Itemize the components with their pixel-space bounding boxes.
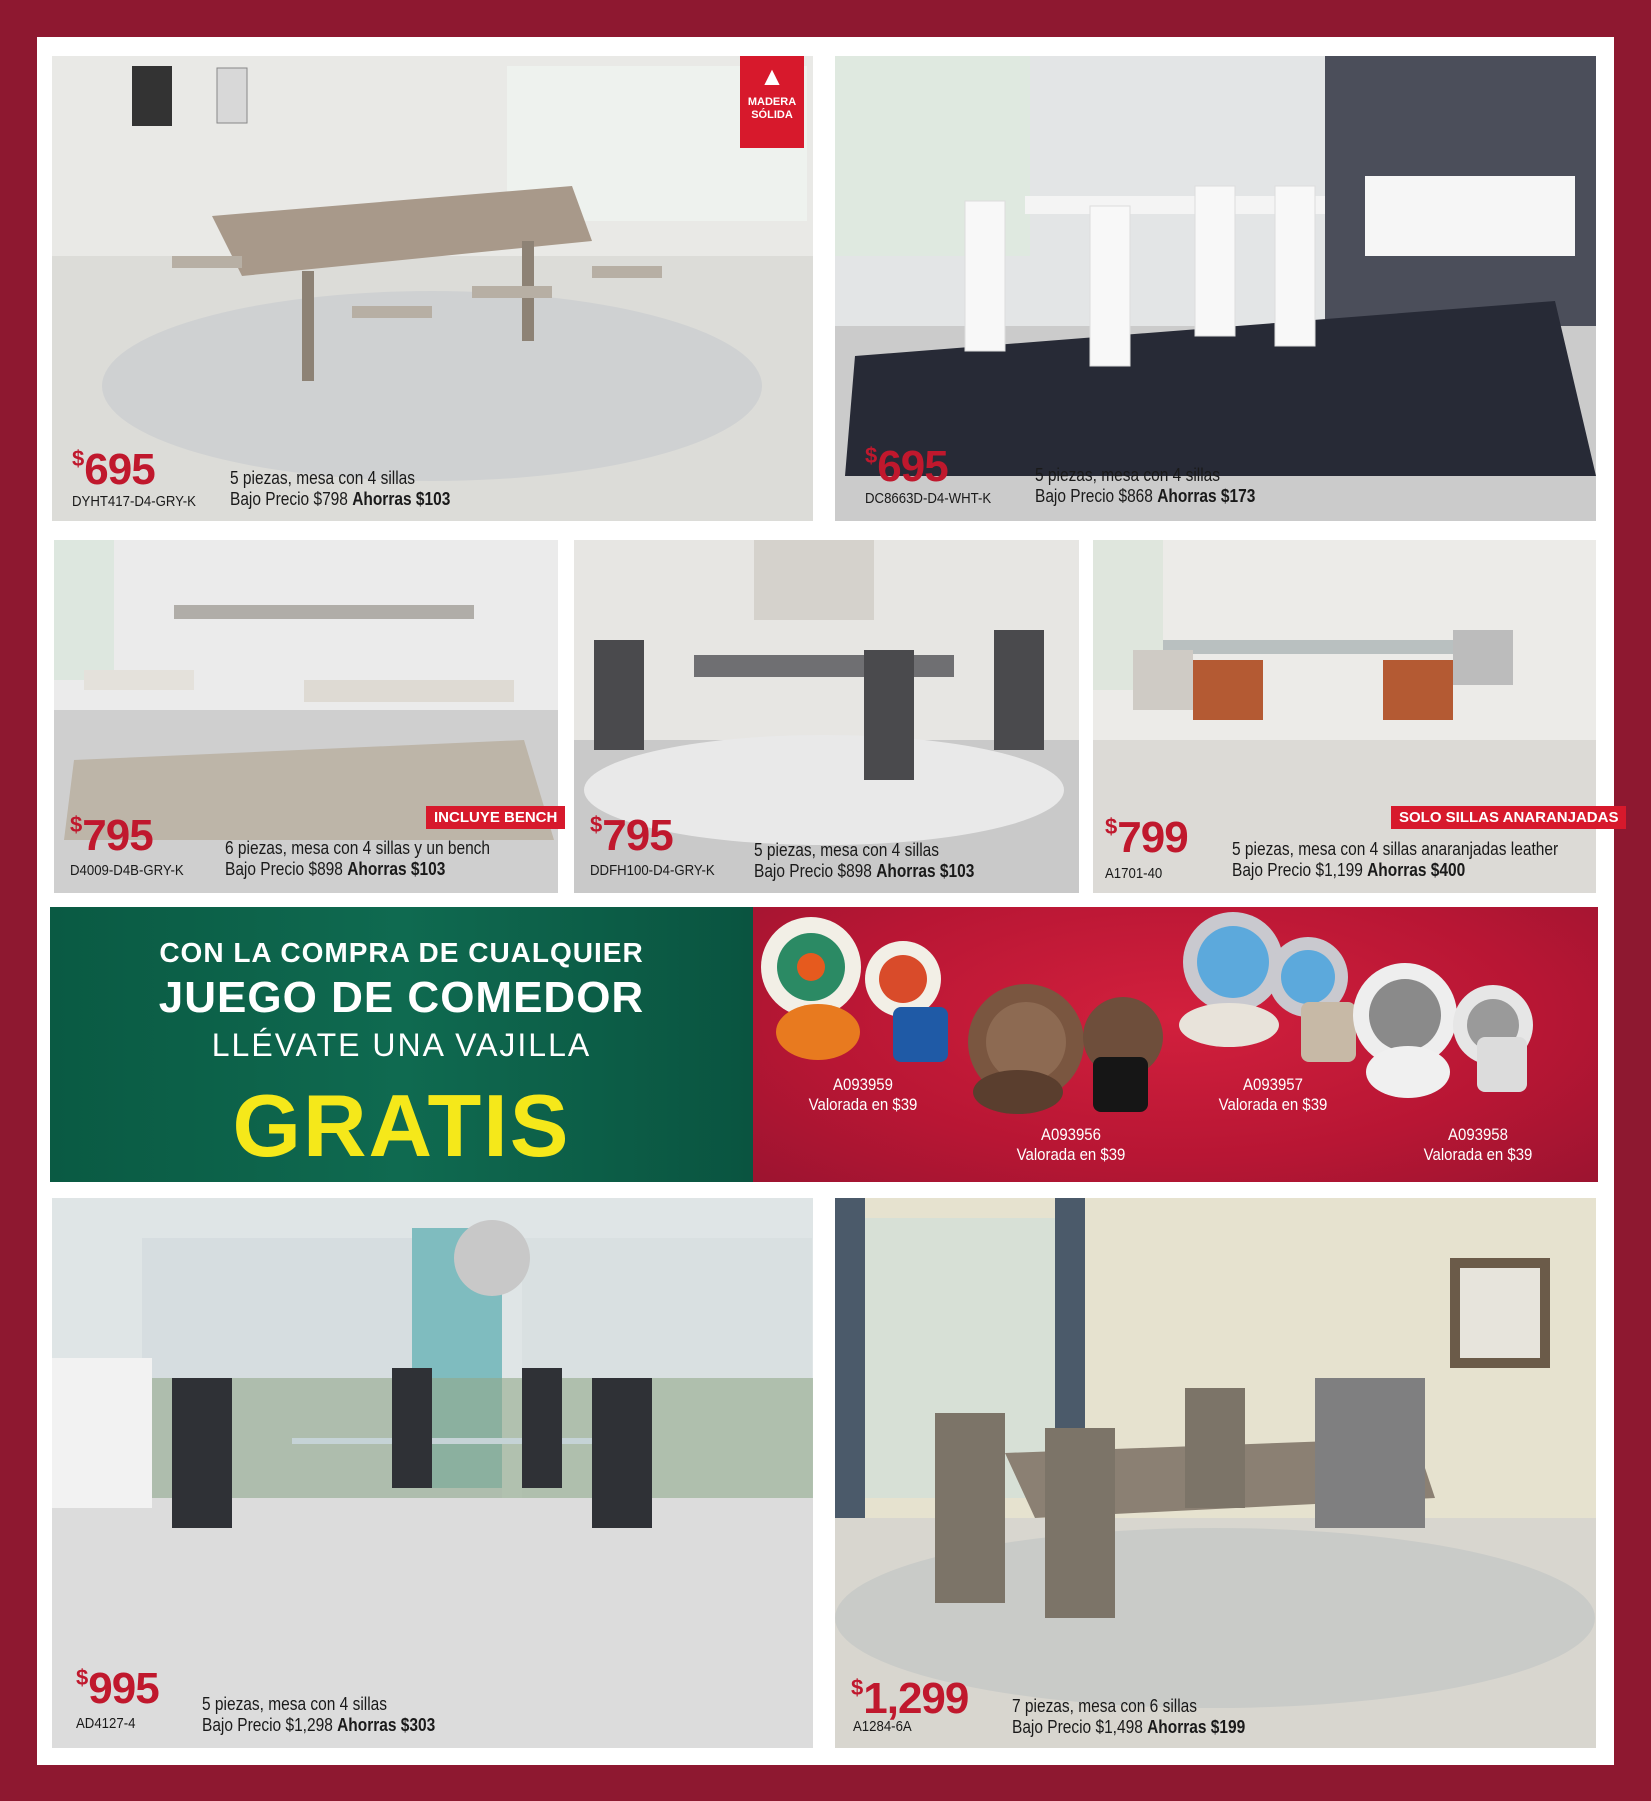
product-card[interactable]: [574, 540, 1079, 893]
product-description: 5 piezas, mesa con 4 sillas Bajo Precio $798 Ahorras $103: [230, 468, 451, 509]
product-card[interactable]: [835, 1198, 1596, 1748]
promo-dishes-panel: [753, 907, 1598, 1182]
product-price: $695: [865, 442, 948, 491]
product-price: $995: [76, 1664, 159, 1713]
product-card[interactable]: [835, 56, 1596, 521]
product-description: 7 piezas, mesa con 6 sillas Bajo Precio $1,498 Ahorras $199: [1012, 1696, 1246, 1737]
product-photo: [52, 56, 813, 521]
product-sku: A1701-40: [1105, 865, 1163, 882]
promo-title: JUEGO DE COMEDOR: [158, 973, 645, 1022]
badge-solid-wood: [740, 56, 804, 148]
product-card[interactable]: [1093, 540, 1619, 893]
product-photo: [52, 1198, 813, 1748]
product-card[interactable]: [54, 540, 558, 893]
product-sku: D4009-D4B-GRY-K: [70, 862, 184, 879]
product-sku: A1284-6A: [853, 1718, 912, 1735]
tag-orange-chairs-only: SOLO SILLAS ANARANJADAS: [1391, 806, 1626, 829]
promo-free-label: GRATIS: [232, 1076, 571, 1175]
product-sku: DYHT417-D4-GRY-K: [72, 493, 196, 510]
product-description: 5 piezas, mesa con 4 sillas Bajo Precio $868 Ahorras $173: [1035, 465, 1256, 506]
badge-label: MADERA SÓLIDA: [747, 96, 797, 121]
product-description: 5 piezas, mesa con 4 sillas Bajo Precio $898 Ahorras $103: [754, 840, 975, 881]
dish-label: A093957 Valorada en $39: [1218, 1075, 1328, 1114]
product-price: $799: [1105, 813, 1188, 862]
dish-label: A093956 Valorada en $39: [1016, 1125, 1126, 1164]
product-description: 5 piezas, mesa con 4 sillas anaranjadas leather Bajo Precio $1,199 Ahorras $400: [1232, 839, 1559, 880]
product-card[interactable]: [52, 56, 813, 521]
dish-label: A093958 Valorada en $39: [1423, 1125, 1533, 1164]
tree-icon: ▲: [759, 61, 785, 91]
product-sku: AD4127-4: [76, 1715, 136, 1732]
product-description: 5 piezas, mesa con 4 sillas Bajo Precio $1,298 Ahorras $303: [202, 1694, 436, 1735]
product-photo: [835, 1198, 1596, 1748]
product-description: 6 piezas, mesa con 4 sillas y un bench Bajo Precio $898 Ahorras $103: [225, 838, 491, 879]
product-sku: DC8663D-D4-WHT-K: [865, 490, 992, 507]
product-sku: DDFH100-D4-GRY-K: [590, 862, 715, 879]
product-price: $795: [590, 811, 673, 860]
tag-includes-bench: INCLUYE BENCH: [426, 806, 565, 829]
product-price: $1,299: [851, 1674, 969, 1723]
product-price: $795: [70, 811, 153, 860]
product-price: $695: [72, 445, 155, 494]
dish-label: A093959 Valorada en $39: [808, 1075, 918, 1114]
promo-subtitle: LLÉVATE UNA VAJILLA: [211, 1027, 592, 1063]
product-photo: [835, 56, 1596, 521]
promo-headline: CON LA COMPRA DE CUALQUIER: [159, 937, 644, 968]
promo-banner-text: [50, 907, 753, 1182]
product-card[interactable]: [52, 1198, 813, 1748]
